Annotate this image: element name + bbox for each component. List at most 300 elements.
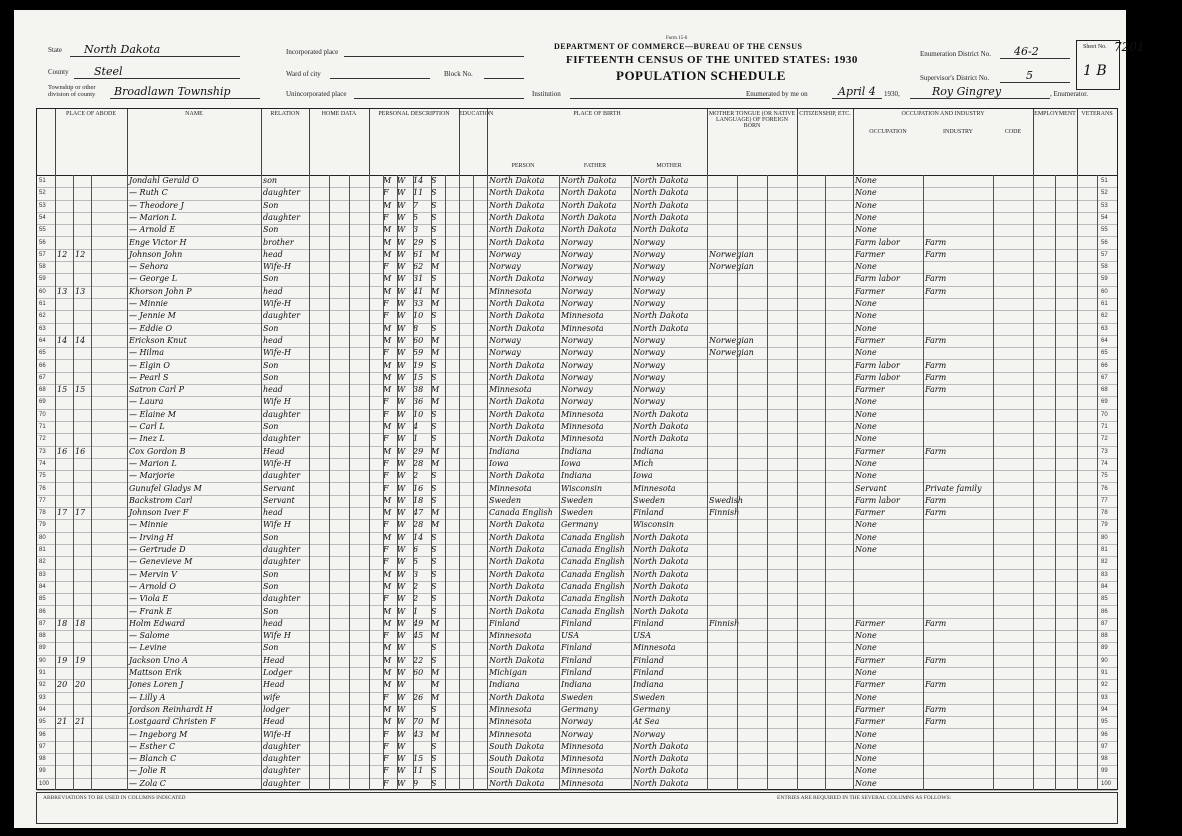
cell-race: W <box>397 532 406 542</box>
cell-dw <box>57 273 73 285</box>
cell-tongue <box>709 741 769 753</box>
cell-occ: None <box>855 348 877 358</box>
cell-race: W <box>397 335 406 345</box>
cell-mar: S <box>431 594 437 604</box>
cell-ind: Farm <box>925 655 947 665</box>
cell-birth: North Dakota <box>489 176 545 185</box>
line-number-right: 92 <box>1101 682 1108 689</box>
cell-mother: Norway <box>633 299 665 308</box>
line-number-right: 54 <box>1101 214 1108 221</box>
cell-occ: None <box>855 532 877 542</box>
line-number-right: 99 <box>1101 768 1108 775</box>
cell-tongue <box>709 556 769 568</box>
cell-occ: None <box>855 188 877 198</box>
cell-ind <box>925 741 991 753</box>
cell-mother: Norway <box>633 397 665 407</box>
cell-race: W <box>397 495 406 505</box>
line-number-right: 68 <box>1101 387 1108 394</box>
cell-race: W <box>397 188 406 198</box>
table-row <box>37 692 1117 705</box>
cell-sex: F <box>383 557 389 567</box>
cell-mother: Norway <box>633 286 665 296</box>
line-number: 55 <box>39 227 46 234</box>
line-number-right: 77 <box>1101 497 1108 504</box>
cell-age: 1 <box>413 606 419 616</box>
cell-mar: M <box>431 729 440 739</box>
line-number: 75 <box>39 473 46 480</box>
col-name <box>127 109 262 177</box>
instructions-footer <box>36 792 1118 824</box>
line-number: 71 <box>39 424 46 430</box>
cell-sex: F <box>383 434 389 444</box>
cell-tongue <box>709 384 769 396</box>
cell-mar: S <box>431 409 437 419</box>
cell-father: Norway <box>561 397 593 407</box>
cell-occ: None <box>855 458 877 468</box>
cell-tongue <box>709 286 769 298</box>
table-row <box>37 335 1117 348</box>
cell-mother: North Dakota <box>633 569 689 579</box>
cell-dw: 18 <box>57 618 68 628</box>
table-row <box>37 323 1117 336</box>
cell-birth: North Dakota <box>489 569 545 579</box>
cell-fam <box>75 261 91 273</box>
cell-race: W <box>397 692 406 702</box>
cell-sex: F <box>383 471 389 481</box>
cell-mother: North Dakota <box>633 741 689 751</box>
cell-sex: M <box>383 286 392 296</box>
cell-race: W <box>397 606 406 616</box>
cell-dw <box>57 778 73 790</box>
cell-race: W <box>397 655 406 665</box>
column-rule <box>1033 175 1034 790</box>
cell-race: W <box>397 680 406 690</box>
line-number: 78 <box>39 510 46 517</box>
cell-ind: Farm <box>925 618 947 628</box>
cell-occ: Farm labor <box>855 372 900 382</box>
table-row <box>37 433 1117 446</box>
cell-tongue <box>709 692 769 704</box>
line-number: 59 <box>39 276 46 283</box>
cell-rel: Wife H <box>263 520 291 530</box>
line-number: 94 <box>39 706 46 713</box>
line-number: 85 <box>39 596 46 603</box>
cell-father: Sweden <box>561 692 594 702</box>
table-row <box>37 409 1117 422</box>
line-number: 100 <box>39 780 50 787</box>
cell-father: North Dakota <box>561 225 617 235</box>
cell-dw: 16 <box>57 446 68 456</box>
cell-race: W <box>397 766 406 776</box>
cell-tongue <box>709 606 769 618</box>
cell-ind <box>925 421 991 433</box>
cell-ind <box>925 224 991 236</box>
cell-birth: North Dakota <box>489 655 545 665</box>
father-subheader: FATHER <box>583 163 607 169</box>
cell-tongue <box>709 187 769 199</box>
cell-age <box>413 704 429 716</box>
cell-race: W <box>397 643 406 653</box>
cell-fam <box>75 409 91 421</box>
cell-mother: North Dakota <box>633 422 689 431</box>
cell-father: Indiana <box>561 680 592 690</box>
cell-dw <box>57 593 73 605</box>
line-number-right: 89 <box>1101 645 1108 652</box>
cell-dw <box>57 704 73 716</box>
cell-tongue <box>709 200 769 212</box>
enumerated-label: Enumerated by me on <box>746 90 808 98</box>
place-of-birth-header: PLACE OF BIRTH <box>573 111 621 117</box>
cell-fam <box>75 396 91 408</box>
column-rule <box>431 175 432 790</box>
cell-tongue: Swedish <box>709 495 743 505</box>
cell-rel: Servant <box>263 495 295 505</box>
cell-sex: F <box>383 348 389 358</box>
line-number-right: 52 <box>1101 190 1108 197</box>
cell-rel: daughter <box>263 434 301 444</box>
line-number: 58 <box>39 264 46 271</box>
cell-mar: S <box>431 569 437 579</box>
cell-tongue <box>709 765 769 777</box>
line-number-right: 98 <box>1101 756 1108 763</box>
column-rule <box>473 175 474 790</box>
line-number: 70 <box>39 411 46 418</box>
col-line-number <box>37 109 56 175</box>
cell-mother: Norway <box>633 249 665 259</box>
cell-mother: North Dakota <box>633 200 689 210</box>
cell-mar: S <box>431 606 437 616</box>
cell-ind: Farm <box>925 704 947 714</box>
cell-father: USA <box>561 631 579 641</box>
table-row <box>37 249 1117 262</box>
cell-rel: daughter <box>263 471 301 481</box>
cell-race: W <box>397 446 406 456</box>
cell-rel: daughter <box>263 778 301 788</box>
cell-mar: M <box>431 618 440 628</box>
cell-birth: North Dakota <box>489 409 545 419</box>
table-row <box>37 495 1117 508</box>
cell-occ: None <box>855 778 877 788</box>
cell-rel: Son <box>263 569 279 579</box>
cell-age: 6 <box>413 545 419 554</box>
cell-name: — Marjorie <box>129 471 175 481</box>
cell-age: 41 <box>413 286 424 296</box>
table-row <box>37 298 1117 311</box>
cell-ind <box>925 642 991 654</box>
cell-father: Norway <box>561 249 593 259</box>
cell-birth: South Dakota <box>489 766 545 776</box>
cell-mar: S <box>431 237 437 247</box>
cell-age: 7 <box>413 200 419 210</box>
line-number: 68 <box>39 387 46 394</box>
cell-tongue <box>709 212 769 224</box>
cell-age: 28 <box>413 458 424 468</box>
cell-dw <box>57 630 73 642</box>
cell-mar: S <box>431 581 437 591</box>
table-row <box>37 655 1117 668</box>
line-number-right: 62 <box>1101 313 1108 320</box>
column-rule <box>1097 175 1098 790</box>
cell-occ: None <box>855 397 877 407</box>
cell-occ: None <box>855 225 877 235</box>
column-rule <box>397 175 398 790</box>
township-label: Township or other division of county <box>48 84 96 98</box>
cell-dw <box>57 261 73 273</box>
cell-age: 4 <box>413 422 419 431</box>
cell-tongue <box>709 458 769 470</box>
cell-dw <box>57 298 73 310</box>
cell-mother: Sweden <box>633 495 666 505</box>
cell-race: W <box>397 348 406 358</box>
cell-name: — Genevieve M <box>129 557 193 567</box>
cell-name: Jackson Uno A <box>129 655 188 665</box>
column-rule <box>55 175 56 790</box>
cell-rel: Wife-H <box>263 729 292 739</box>
cell-birth: North Dakota <box>489 372 545 382</box>
cell-race: W <box>397 176 406 185</box>
cell-race: W <box>397 262 406 272</box>
cell-sex: F <box>383 212 389 222</box>
column-rule <box>413 175 414 790</box>
table-row <box>37 384 1117 397</box>
cell-fam <box>75 200 91 212</box>
cell-occ: Farm labor <box>855 360 900 370</box>
cell-mar: S <box>431 274 437 284</box>
cell-tongue: Finnish <box>709 618 740 628</box>
cell-name: — Ruth C <box>129 188 168 198</box>
cell-ind <box>925 544 991 556</box>
cell-mother: USA <box>633 631 651 641</box>
line-number: 51 <box>39 178 46 184</box>
cell-mother: North Dakota <box>633 606 689 616</box>
cell-rel: daughter <box>263 311 301 321</box>
table-row <box>37 753 1117 766</box>
cell-name: Enge Victor H <box>129 237 187 247</box>
cell-age: 8 <box>413 323 419 333</box>
col-relation <box>261 109 310 177</box>
cell-race: W <box>397 631 406 641</box>
relation-header: RELATION <box>270 111 300 117</box>
table-row <box>37 372 1117 385</box>
cell-sex: F <box>383 483 389 493</box>
cell-fam: 17 <box>75 508 86 518</box>
cell-ind <box>925 310 991 322</box>
cell-rel: daughter <box>263 545 301 554</box>
cell-mar: M <box>431 668 440 677</box>
cell-sex: M <box>383 200 392 210</box>
cell-occ <box>855 606 923 618</box>
form-number: Form 15-6 <box>666 36 688 41</box>
cell-fam <box>75 741 91 753</box>
line-number-right: 87 <box>1101 620 1108 627</box>
cell-dw <box>57 409 73 421</box>
cell-mar: M <box>431 335 440 345</box>
cell-ind: Farm <box>925 360 947 370</box>
cell-age: 36 <box>413 397 424 407</box>
cell-fam: 14 <box>75 335 86 345</box>
line-number-right: 88 <box>1101 633 1108 640</box>
cell-occ: None <box>855 422 877 431</box>
cell-name: — Hilma <box>129 348 164 358</box>
cell-ind: Farm <box>925 249 947 259</box>
cell-sex: M <box>383 274 392 284</box>
cell-age: 11 <box>413 766 424 776</box>
cell-tongue <box>709 544 769 556</box>
cell-birth: North Dakota <box>489 520 545 530</box>
cell-fam <box>75 175 91 187</box>
col-citizenship <box>797 109 854 177</box>
cell-occ: Farmer <box>855 385 885 395</box>
cell-fam <box>75 667 91 679</box>
cell-fam <box>75 323 91 335</box>
cell-race: W <box>397 249 406 259</box>
cell-name: Satron Carl P <box>129 385 184 395</box>
cell-ind: Private family <box>925 483 982 493</box>
cell-dw <box>57 433 73 445</box>
cell-mar: S <box>431 704 437 714</box>
cell-race: W <box>397 754 406 764</box>
state-label: State <box>48 46 62 54</box>
cell-age: 18 <box>413 495 424 505</box>
cell-occ: Farmer <box>855 335 885 345</box>
cell-rel: head <box>263 508 283 518</box>
cell-fam <box>75 273 91 285</box>
cell-mother: Sweden <box>633 692 666 702</box>
cell-ind: Farm <box>925 717 947 727</box>
cell-rel: daughter <box>263 188 301 198</box>
table-row <box>37 593 1117 606</box>
cell-mar: S <box>431 311 437 321</box>
cell-mother: Indiana <box>633 680 664 690</box>
cell-birth: Indiana <box>489 446 520 456</box>
cell-rel: Son <box>263 581 279 591</box>
cell-dw: 21 <box>57 717 68 727</box>
cell-father: North Dakota <box>561 176 617 185</box>
line-number-right: 90 <box>1101 657 1108 664</box>
table-row <box>37 446 1117 459</box>
cell-race: W <box>397 458 406 468</box>
cell-ind <box>925 323 991 335</box>
cell-rel: lodger <box>263 704 290 714</box>
cell-occ: None <box>855 262 877 272</box>
cell-sex: F <box>383 188 389 198</box>
line-number-right: 71 <box>1101 424 1108 430</box>
cell-rel: wife <box>263 692 281 702</box>
cell-sex: M <box>383 668 392 677</box>
cell-mother: North Dakota <box>633 545 689 554</box>
cell-rel: Head <box>263 680 285 690</box>
cell-rel: head <box>263 335 283 345</box>
column-rule <box>73 175 74 790</box>
table-row <box>37 630 1117 643</box>
cell-mother: Finland <box>633 618 664 628</box>
line-number: 63 <box>39 325 46 332</box>
cell-mother: North Dakota <box>633 212 689 222</box>
mother-subheader: MOTHER <box>656 163 682 169</box>
line-number: 52 <box>39 190 46 197</box>
cell-mother: Germany <box>633 704 670 714</box>
line-number: 74 <box>39 460 46 467</box>
cell-mother: North Dakota <box>633 176 689 185</box>
cell-dw <box>57 212 73 224</box>
cell-mother: North Dakota <box>633 778 689 788</box>
cell-mar: S <box>431 643 437 653</box>
cell-dw: 15 <box>57 385 68 395</box>
cell-mother: North Dakota <box>633 225 689 235</box>
column-rule <box>825 175 826 790</box>
cell-mother: Norway <box>633 262 665 272</box>
col-education <box>459 109 494 177</box>
cell-occ: None <box>855 545 877 554</box>
enumerator-label: , Enumerator. <box>1050 90 1088 98</box>
cell-race: W <box>397 717 406 727</box>
cell-name: — Elgin O <box>129 360 170 370</box>
cell-rel: Wife-H <box>263 458 292 468</box>
cell-ind <box>925 729 991 741</box>
cell-ind: Farm <box>925 385 947 395</box>
cell-dw: 13 <box>57 286 68 296</box>
home-data-header: HOME DATA <box>321 111 357 117</box>
cell-race: W <box>397 569 406 579</box>
column-rule <box>923 175 924 790</box>
table-row <box>37 679 1117 692</box>
cell-race: W <box>397 385 406 395</box>
cell-age: 3 <box>413 569 419 579</box>
cell-fam <box>75 692 91 704</box>
department-title: DEPARTMENT OF COMMERCE—BUREAU OF THE CENSUS <box>554 42 803 51</box>
cell-mar: M <box>431 717 440 727</box>
cell-occ: None <box>855 643 877 653</box>
cell-name: — George L <box>129 274 178 284</box>
cell-mother: Mich <box>633 458 654 468</box>
cell-mar: S <box>431 372 437 382</box>
cell-rel: Son <box>263 360 279 370</box>
county-value: Steel <box>94 65 123 78</box>
cell-sex: M <box>383 249 392 259</box>
cell-ind <box>925 458 991 470</box>
line-number: 87 <box>39 620 46 627</box>
cell-age: 60 <box>413 335 424 345</box>
cell-ind <box>925 187 991 199</box>
column-rule <box>559 175 560 790</box>
cell-tongue <box>709 409 769 421</box>
incorporated-label: Incorporated place <box>286 48 339 56</box>
name-header: NAME <box>185 111 203 117</box>
cell-mother: Finland <box>633 655 664 665</box>
cell-age <box>413 741 429 753</box>
cell-mother: Norway <box>633 274 665 284</box>
cell-dw <box>57 323 73 335</box>
cell-sex: M <box>383 643 392 653</box>
cell-mother: Norway <box>633 385 665 395</box>
line-number-right: 86 <box>1101 608 1108 615</box>
cell-name: Erickson Knut <box>129 335 187 345</box>
line-number: 69 <box>39 399 46 406</box>
cell-birth: Minnesota <box>489 704 532 714</box>
cell-mother: Minnesota <box>633 643 676 653</box>
cell-rel: Son <box>263 323 279 333</box>
column-rule <box>329 175 330 790</box>
enumerator-name: Roy Gingrey <box>932 85 1002 98</box>
cell-age: 60 <box>413 668 424 677</box>
cell-father: Minnesota <box>561 422 604 431</box>
line-number-right: 85 <box>1101 596 1108 603</box>
cell-father: Norway <box>561 372 593 382</box>
cell-father: Minnesota <box>561 741 604 751</box>
cell-dw <box>57 532 73 544</box>
cell-rel: Head <box>263 655 285 665</box>
cell-rel: brother <box>263 237 294 247</box>
